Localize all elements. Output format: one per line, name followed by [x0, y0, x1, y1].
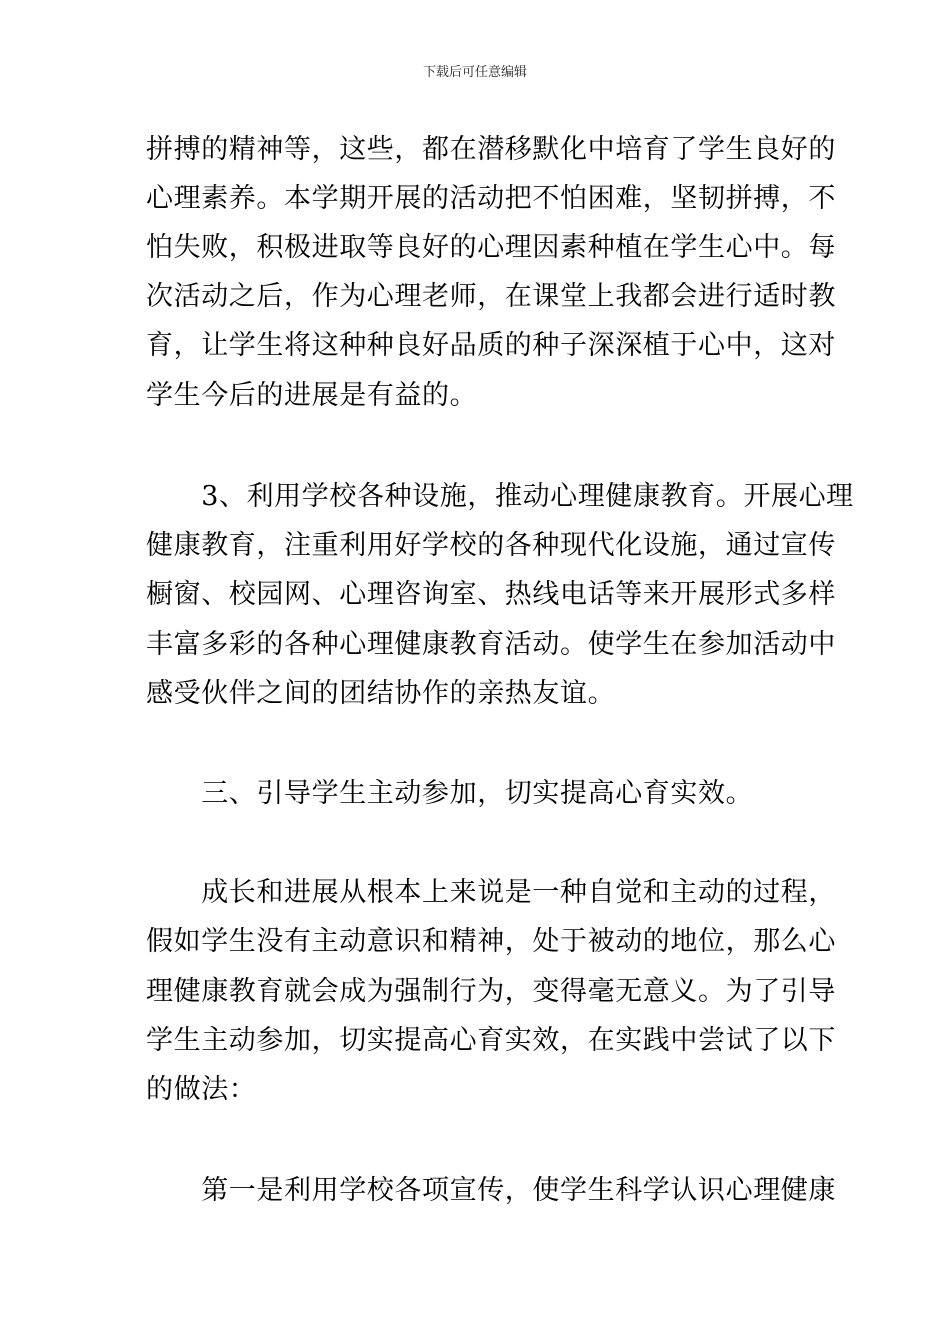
- text-line: 次活动之后，作为心理老师，在课堂上我都会进行适时教: [146, 281, 836, 312]
- text-line: 理健康教育就会成为强制行为，变得毫无意义。为了引导: [146, 976, 836, 1007]
- text-line: 育，让学生将这种种良好品质的种子深深植于心中，这对: [146, 330, 836, 361]
- text-line: 第一是利用学校各项宣传，使学生科学认识心理健康: [146, 1175, 836, 1206]
- text-line: 学生今后的进展是有益的。: [146, 380, 478, 411]
- text-line: 橱窗、校园网、心理咨询室、热线电话等来开展形式多样: [146, 579, 836, 610]
- text-line: 3、利用学校各种设施，推动心理健康教育。开展心理: [146, 481, 854, 512]
- text-line: 成长和进展从根本上来说是一种自觉和主动的过程，: [146, 877, 836, 908]
- text-line: 感受伙伴之间的团结协作的亲热友谊。: [146, 678, 616, 709]
- text-line: 的做法：: [146, 1074, 257, 1105]
- text-line: 心理素养。本学期开展的活动把不怕困难，坚韧拼搏，不: [146, 183, 836, 214]
- text-line: 怕失败，积极进取等良好的心理因素种植在学生心中。每: [146, 232, 836, 263]
- text-line: 健康教育，注重利用好学校的各种现代化设施，通过宣传: [146, 530, 836, 561]
- text-line: 假如学生没有主动意识和精神，处于被动的地位，那么心: [146, 926, 836, 957]
- page-header: 下载后可任意编辑: [422, 65, 527, 80]
- text-line: 丰富多彩的各种心理健康教育活动。使学生在参加活动中: [146, 629, 836, 660]
- text-line: 拼搏的精神等，这些，都在潜移默化中培育了学生良好的: [146, 134, 836, 165]
- text-line: 学生主动参加，切实提高心育实效，在实践中尝试了以下: [146, 1025, 836, 1056]
- section-heading: 三、引导学生主动参加，切实提高心育实效。: [146, 778, 754, 809]
